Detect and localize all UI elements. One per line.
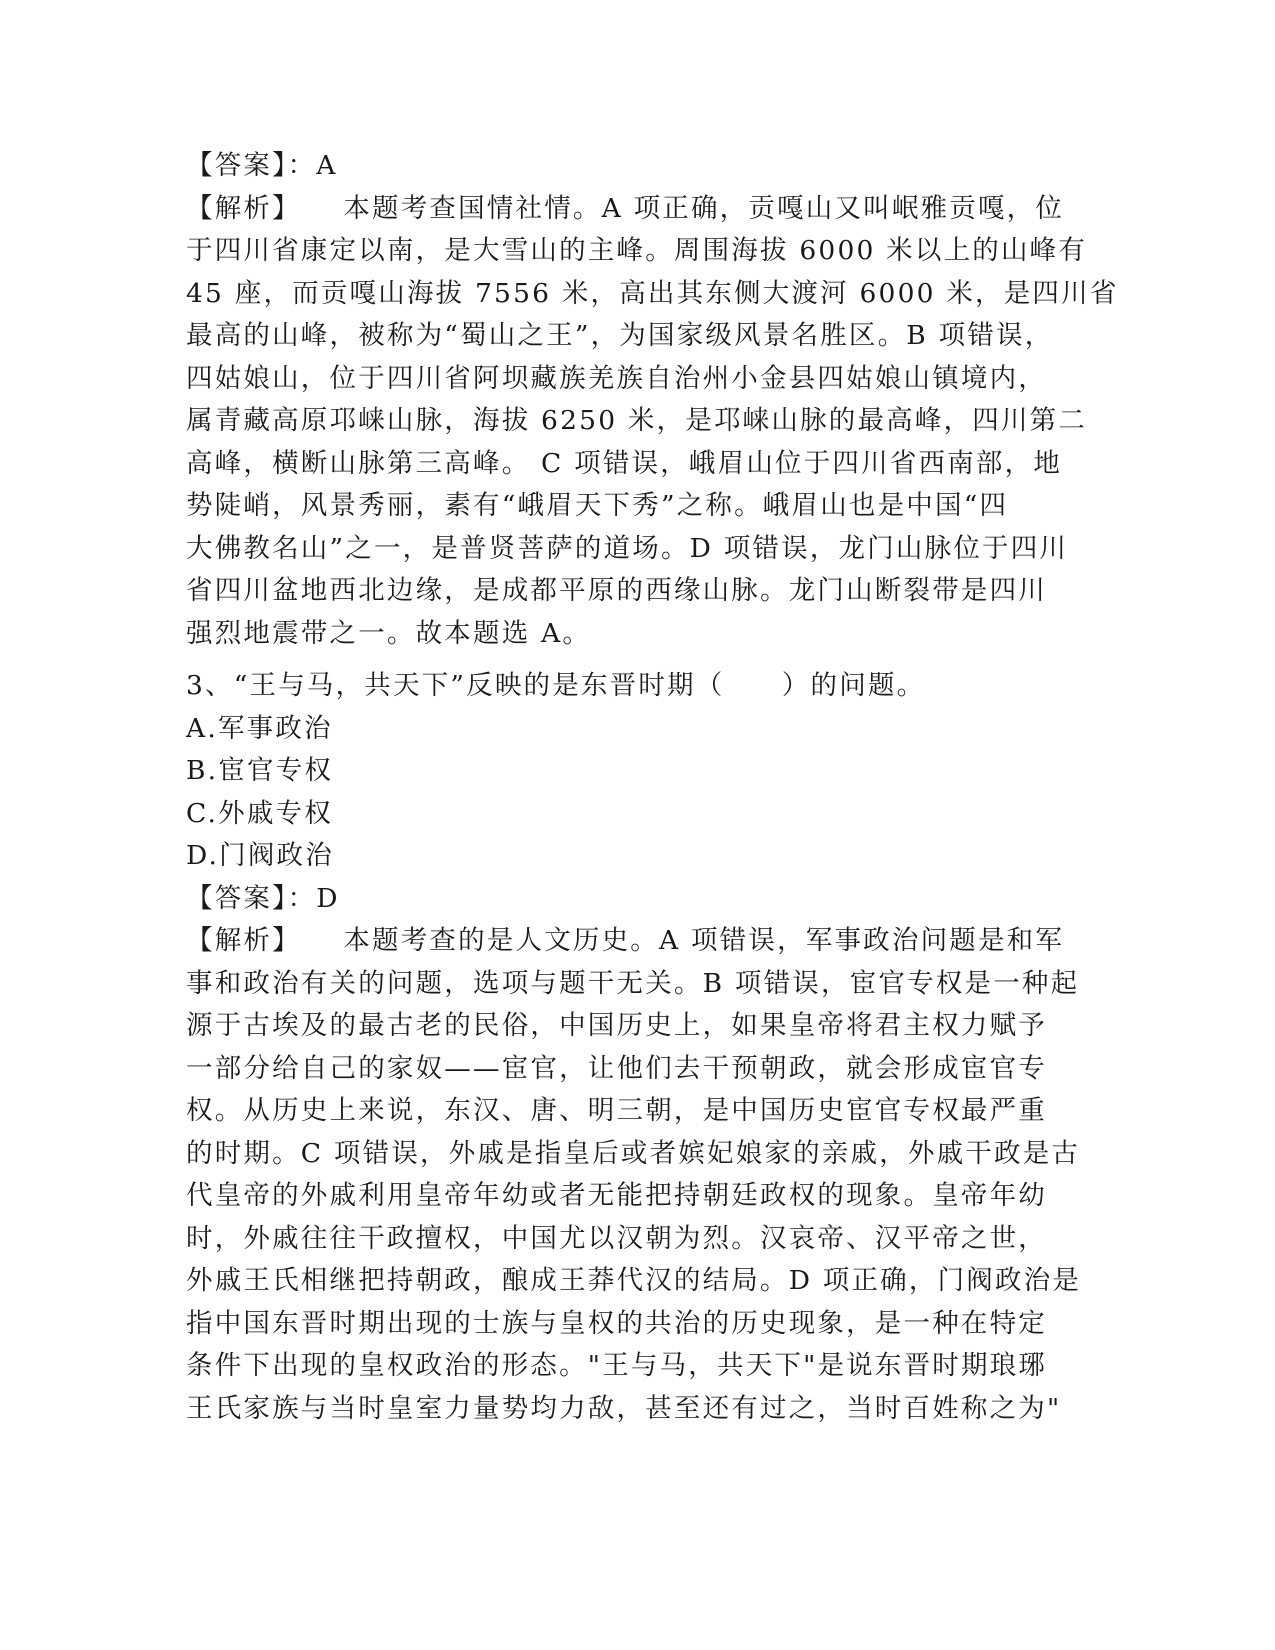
q2-answer-sep: ：: [287, 150, 317, 181]
q2-analysis-label: 【解析】: [186, 192, 301, 224]
q3-option-b: B.宦官专权: [186, 755, 334, 786]
q2-analysis-text: 属青藏高原邛崃山脉，海拔 6250 米，是邛崃山脉的最高峰，四川第二: [186, 405, 1088, 436]
q3-analysis-text: 权。从历史上来说，东汉、唐、明三朝，是中国历史宦官专权最严重: [186, 1095, 1047, 1126]
q2-answer-label: 【答案】: [186, 150, 288, 181]
q3-analysis-text: 外戚王氏相继把持朝政，酿成王莽代汉的结局。D 项正确，门阀政治是: [186, 1265, 1082, 1296]
q2-analysis-text: 四姑娘山，位于四川省阿坝藏族羌族自治州小金县四姑娘山镇境内，: [186, 362, 1047, 394]
q3-answer-label: 【答案】: [186, 882, 288, 914]
q2-analysis-text: 强烈地震带之一。故本题选 A。: [186, 617, 592, 649]
q3-answer-sep: ：: [287, 882, 317, 914]
q3-analysis-text: 条件下出现的皇权政治的形态。"王与马，共天下"是说东晋时期琅琊: [186, 1350, 1048, 1381]
q2-analysis-text: 最高的山峰，被称为“蜀山之王”，为国家级风景名胜区。B 项错误，: [186, 320, 1054, 351]
q3-analysis-text: 的时期。C 项错误，外戚是指皇后或者嫔妃娘家的亲戚，外戚干政是古: [186, 1137, 1081, 1169]
q2-answer-line: [186, 145, 1076, 188]
q3-analysis-text: 代皇帝的外戚利用皇帝年幼或者无能把持朝廷政权的现象。皇帝年幼: [186, 1180, 1047, 1211]
question-gap: [186, 655, 1076, 665]
q3-analysis-text: 本题考查的是人文历史。A 项错误，军事政治问题是和军: [343, 925, 1065, 956]
q2-analysis-text: 势陡峭，风景秀丽，素有“峨眉天下秀”之称。峨眉山也是中国“四: [186, 490, 1009, 521]
q3-analysis-text: 源于古埃及的最古老的民俗，中国历史上，如果皇帝将君主权力赋予: [186, 1010, 1047, 1041]
document-content: [186, 145, 1119, 1430]
q3-option-c: C.外戚专权: [186, 797, 333, 829]
q2-analysis-text: 45 座，而贡嘎山海拔 7556 米，高出其东侧大渡河 6000 米，是四川省: [186, 277, 1119, 309]
q2-answer-value: A: [316, 150, 338, 181]
q3-question: 3、“王与马，共天下”反映的是东晋时期（ ）的问题。: [186, 670, 926, 701]
q3-analysis-text: 王氏家族与当时皇室力量势均力敌，甚至还有过之，当时百姓称之为": [186, 1392, 1062, 1424]
q3-option-a: A.军事政治: [186, 712, 333, 744]
q2-analysis-text: 大佛教名山”之一，是普贤菩萨的道场。D 项错误，龙门山脉位于四川: [186, 532, 1069, 564]
q2-analysis-text: 本题考查国情社情。A 项正确，贡嘎山又叫岷雅贡嘎，位: [343, 192, 1065, 224]
q3-analysis-text: 指中国东晋时期出现的士族与皇权的共治的历史现象，是一种在特定: [186, 1307, 1047, 1339]
q3-analysis-line: [186, 920, 1076, 963]
q2-analysis-text: 省四川盆地西北边缘，是成都平原的西缘山脉。龙门山断裂带是四川: [186, 575, 1047, 606]
q2-analysis-text: 高峰，横断山脉第三高峰。 C 项错误，峨眉山位于四川省西南部，地: [186, 447, 1063, 479]
q3-analysis-text: 事和政治有关的问题，选项与题干无关。B 项错误，宦官专权是一种起: [186, 967, 1080, 999]
q2-analysis-text: 于四川省康定以南，是大雪山的主峰。周围海拔 6000 米以上的山峰有: [186, 235, 1088, 266]
q3-option-d: D.门阀政治: [186, 840, 334, 871]
q3-answer-value: D: [316, 882, 340, 914]
q3-analysis-label: 【解析】: [186, 925, 301, 956]
q3-answer-line: [186, 878, 1076, 921]
q3-analysis-text: 一部分给自己的家奴——宦官，让他们去干预朝政，就会形成宦官专: [186, 1052, 1047, 1084]
q3-analysis-text: 时，外戚往往干政擅权，中国尤以汉朝为烈。汉哀帝、汉平帝之世，: [186, 1222, 1047, 1254]
q2-analysis-line: [186, 188, 1076, 231]
